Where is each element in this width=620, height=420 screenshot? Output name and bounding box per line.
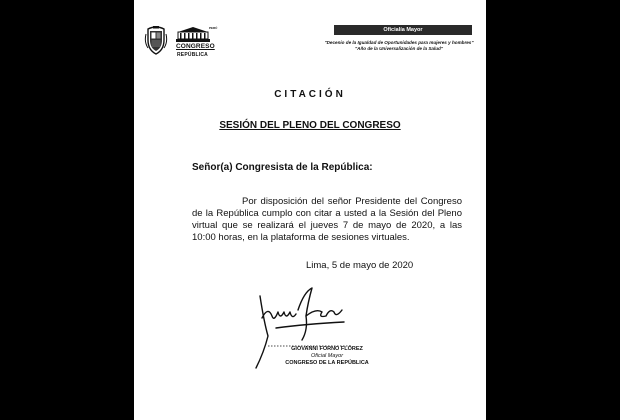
body-paragraph: Por disposición del señor Presidente del Congreso de la República cumplo con citar a usted a la Sesión del Pleno virtual que se realizará el jueves 7 de mayo de 2020, a las 10:00 horas, en la plataforma de sesiones virtuales. <box>192 196 462 243</box>
decade-motto <box>320 40 478 52</box>
year-line: "Año de la Universalización de la Salud" <box>354 46 444 51</box>
letterhead-logos <box>144 26 234 62</box>
signer-role: Oficial Mayor <box>310 353 344 359</box>
signer-institution: CONGRESO DE LA REPÚBLICA <box>285 360 369 366</box>
document-date: Lima, 5 de mayo de 2020 <box>306 260 414 271</box>
signature-block <box>272 346 382 367</box>
logo-republica-text: REPÚBLICA <box>177 52 208 58</box>
document-subtitle: SESIÓN DEL PLENO DEL CONGRESO <box>219 120 401 131</box>
national-shield-icon <box>144 26 168 56</box>
salutation: Señor(a) Congresista de la República: <box>192 162 373 173</box>
logo-country-label: PERÚ <box>209 26 218 30</box>
document-title: CITACIÓN <box>274 89 346 100</box>
decade-line: "Decenio de la Igualdad de Oportunidades para mujeres y hombres" <box>324 40 474 45</box>
signer-name: GIOVANNI FORNO FLÓREZ <box>291 346 363 352</box>
congress-building-icon <box>176 26 210 42</box>
office-header-badge: Oficialía Mayor <box>334 25 472 35</box>
letter-page <box>134 0 486 420</box>
logo-congreso-text: CONGRESO <box>176 43 215 50</box>
